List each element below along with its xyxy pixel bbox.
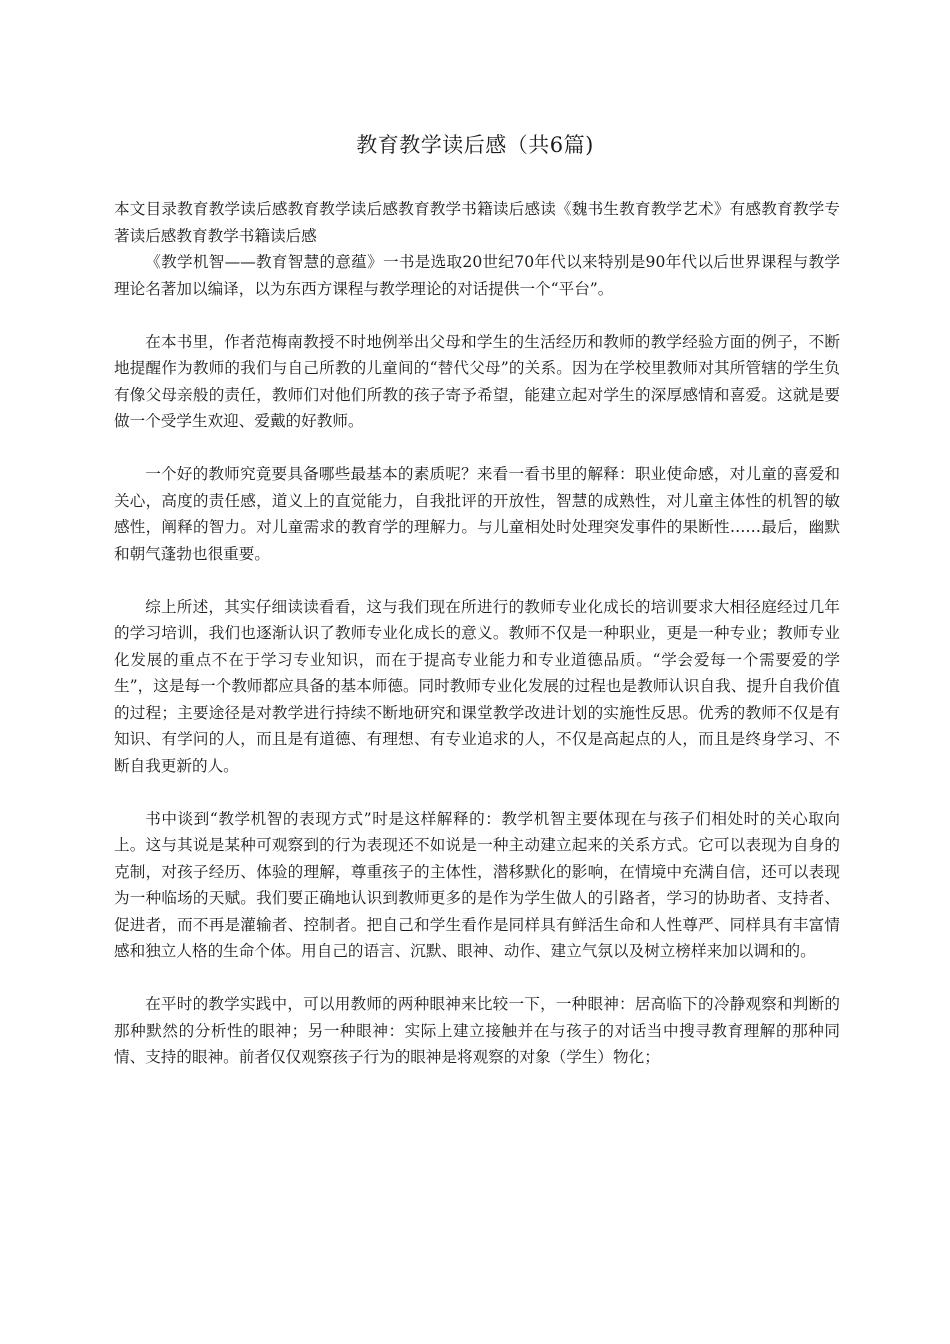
document-title: 教育教学读后感（共6篇) [356,133,594,157]
paragraph: 《教学机智——教育智慧的意蕴》一书是选取20世纪70年代以来特别是90年代以后世界课程与教学理论名著加以编译，以为东西方课程与教学理论的对话提供一个“平台”。 [114,253,840,298]
paragraph: 书中谈到“教学机智的表现方式”时是这样解释的：教学机智主要体现在与孩子们相处时的关心取向上。这与其说是某种可观察到的行为表现还不如说是一种主动建立起来的关系方式。它可以表现为自身的克制，对孩子经历、体验的理解，尊重孩子的主体性，潜移默化的影响，在情境中充满自信，还可以表现为一种临场的天赋。我们要正确地认识到教师更多的是作为学生做人的引路者，学习的协助者、支持者、促进者，而不再是灌输者、控制者。把自己和学生看作是同样具有鲜活生命和人性尊严、同样具有丰富情感和独立人格的生命个体。用自己的语言、沉默、眼神、动作、建立气氛以及树立榜样来加以调和的。 [114,809,840,960]
paragraph: 综上所述，其实仔细读读看看，这与我们现在所进行的教师专业化成长的培训要求大相径庭经过几年的学习培训，我们也逐渐认识了教师专业化成长的意义。教师不仅是一种职业，更是一种专业；教师专业化发展的重点不在于学习专业知识，而在于提高专业能力和专业道德品质。“学会爱每一个需要爱的学生”，这是每一个教师都应具备的基本师德。同时教师专业化发展的过程也是教师认识自我、提升自我价值的过程；主要途径是对教学进行持续不断地研究和课堂教学改进计划的实施性反思。优秀的教师不仅是有知识、有学问的人，而且是有道德、有理想、有专业追求的人，不仅是高起点的人，而且是终身学习、不断自我更新的人。 [114,597,840,775]
paragraph: 在本书里，作者范梅南教授不时地例举出父母和学生的生活经历和教师的教学经验方面的例子，不断地提醒作为教师的我们与自己所教的儿童间的“替代父母”的关系。因为在学校里教师对其所管辖的学生负有像父母亲般的责任，教师们对他们所教的孩子寄予希望，能建立起对学生的深厚感情和喜爱。这就是要做一个受学生欢迎、爱戴的好教师。 [114,332,840,430]
document-body [114,196,840,1071]
table-of-contents: 本文目录教育教学读后感教育教学读后感教育教学书籍读后感读《魏书生教育教学艺术》有感教育教学专著读后感教育教学书籍读后感 [114,200,840,245]
paragraph: 在平时的教学实践中，可以用教师的两种眼神来比较一下，一种眼神：居高临下的冷静观察和判断的那种默然的分析性的眼神；另一种眼神：实际上建立接触并在与孩子的对话当中搜寻教育理解的那种同情、支持的眼神。前者仅仅观察孩子行为的眼神是将观察的对象（学生）物化； [114,995,840,1066]
paragraph: 一个好的教师究竟要具备哪些最基本的素质呢？来看一看书里的解释：职业使命感，对儿童的喜爱和关心，高度的责任感，道义上的直觉能力，自我批评的开放性，智慧的成熟性，对儿童主体性的机智的敏感性，阐释的智力。对儿童需求的教育学的理解力。与儿童相处时处理突发事件的果断性……最后，幽默和朝气蓬勃也很重要。 [114,465,840,563]
